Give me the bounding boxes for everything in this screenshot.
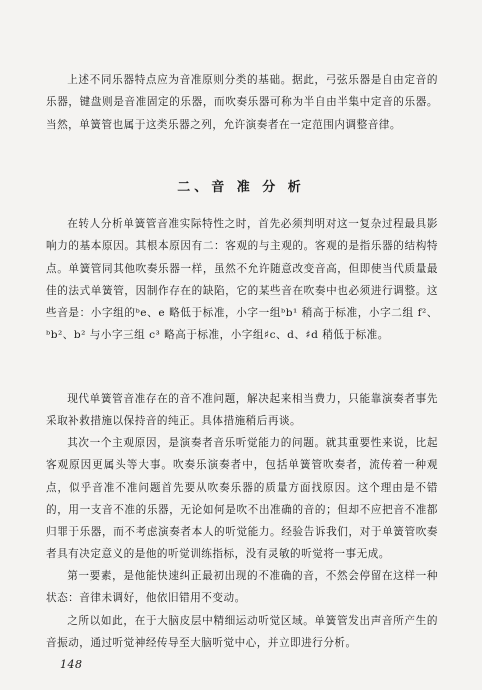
paragraph-remedy: 现代单簧管音准存在的音不准问题，解决起来相当费力，只能靠演奏者事先采取补救措施以保持音的纯正。具体措施稍后再谈。 <box>46 393 438 428</box>
paragraph-analysis-intro: 在转人分析单簧管音准实际特性之时，首先必须判明对这一复杂过程最具影响力的基本原因。其根本原因有二：客观的与主观的。客观的是指乐器的结构特点。单簧管同其他吹奏乐器一样，虽然不允许随意改变音高，但即使当代质量最佳的法式单簧管，因制作存在的缺陷，它的某些音在吹奏中也必须进行调整。这些音是：小字组的ᵇe、e 略低于标准，小字一组ᵇb¹ 稍高于标准，小字二组 f²、ᵇb²、b² 与小字三组 c³ 略高于标准，小字组♯c、d、♯d 稍低于标准。 <box>46 218 438 342</box>
paragraph-subjective: 其次一个主观原因，是演奏者音乐听觉能力的问题。就其重要性来说，比起客观原因更属头等大事。吹奏乐演奏者中，包括单簧管吹奏者，流传着一种观点，似乎音准不准问题首先要从吹奏乐器的质量方面找原因。这个理由是不错的，用一支音不准的乐器，无论如何是吹不出准确的音的；但却不应把音不准都归罪于乐器，而不考虑演奏者本人的听觉能力。经验告诉我们，对于单簧管吹奏者具有决定意义的是他的听觉训练指标，没有灵敏的听觉将一事无成。 <box>46 437 438 561</box>
paragraph-first-need: 第一要素，是他能快速纠正最初出现的不准确的音，不然会停留在这样一种状态：音律未调好，他依旧错用不变动。 <box>46 570 438 605</box>
paragraph-reason: 之所以如此，在于大脑皮层中精细运动听觉区域。单簧管发出声音所产生的音振动，通过听觉神经传导至大脑听觉中心，并立即进行分析。 <box>46 615 438 650</box>
page-number: 148 <box>60 658 83 671</box>
section-heading: 二、音 准 分 析 <box>177 180 305 195</box>
paragraph-intro: 上述不同乐器特点应为音准原则分类的基础。据此，弓弦乐器是自由定音的乐器，键盘则是音准固定的乐器，而吹奏乐器可称为半自由半集中定音的乐器。当然，单簧管也属于这类乐器之列，允许演奏者在一定范围内调整音律。 <box>46 74 438 131</box>
